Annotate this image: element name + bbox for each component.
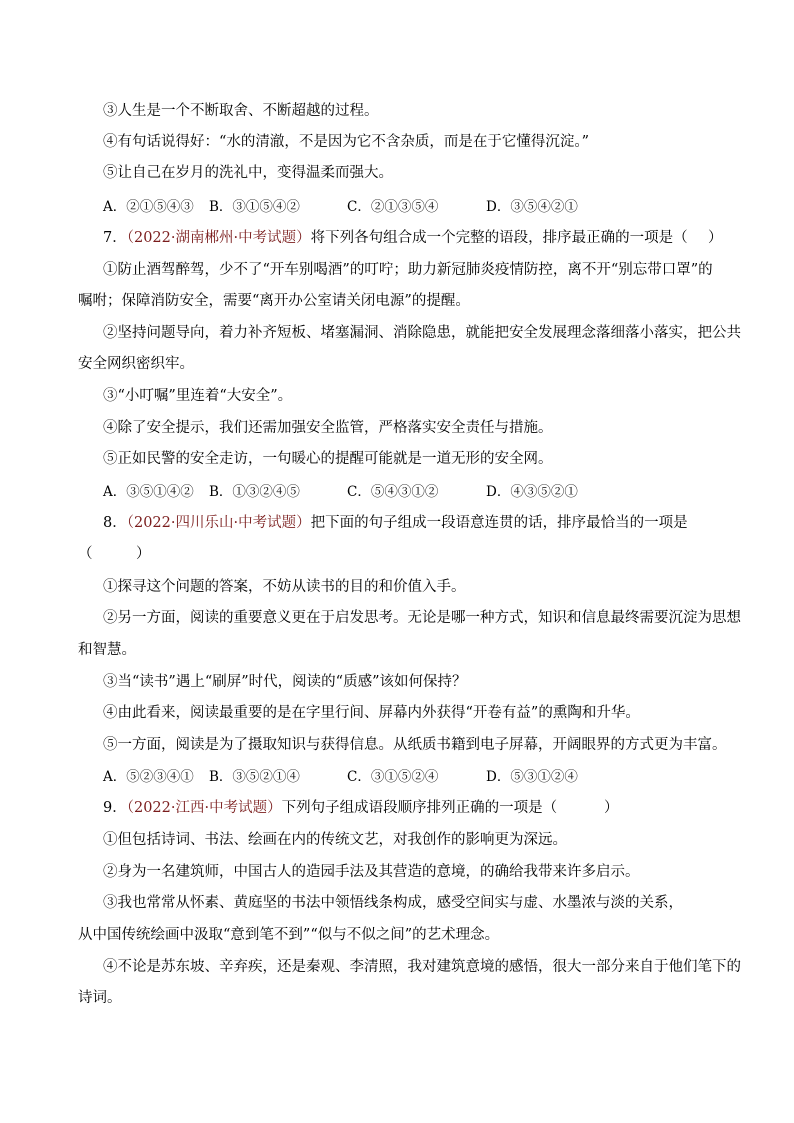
q7-item-4: ④除了安全提示，我们还需加强安全监管，严格落实安全责任与措施。 (103, 420, 553, 436)
prev-item-4: ④有句话说得好：“水的清澈，不是因为它不含杂质，而是在于它懂得沉淀。” (103, 134, 590, 150)
prev-item-5: ⑤让自己在岁月的洗礼中，变得温柔而强大。 (103, 165, 393, 181)
q8-item-2b: 和智慧。 (78, 642, 136, 658)
q9-item-4a: ④不论是苏东坡、辛弃疾，还是秦观、李清照，我对建筑意境的感悟，很大一部分来自于他们笔下的 (103, 959, 741, 975)
q8-item-4: ④由此看来，阅读最重要的是在字里行间、屏幕内外获得“开卷有益”的熏陶和升华。 (103, 705, 640, 721)
q9-close-paren: ） (604, 800, 619, 816)
q8-option-d: D．⑤③①②④ (486, 769, 578, 785)
q9-number: 9． (103, 800, 127, 816)
prev-option-d: D．③⑤④②① (486, 199, 578, 215)
q7-stem: 将下列各句组合成一个完整的语段，排序最正确的一项是（ (310, 230, 688, 246)
q7-item-3: ③“小叮嘱”里连着“大安全”。 (103, 388, 293, 404)
q7-item-1a: ①防止酒驾醉驾，少不了“开车别喝酒”的叮咛；助力新冠肺炎疫情防控，离不开“别忘带口罩”的 (103, 262, 713, 278)
q8-source: （2022·四川乐山·中考试题） (126, 515, 311, 531)
q8-item-1: ①探寻这个问题的答案，不妨从读书的目的和价值入手。 (103, 579, 466, 595)
q7-source: （2022·湖南郴州·中考试题） (126, 230, 311, 246)
q8-number: 8． (103, 515, 127, 531)
q7-item-2b: 安全网织密织牢。 (78, 356, 194, 372)
q8-item-5: ⑤一方面，阅读是为了摄取知识与获得信息。从纸质书籍到电子屏幕，开阔眼界的方式更为丰富。 (103, 737, 727, 753)
q8-item-2a: ②另一方面，阅读的重要意义更在于启发思考。无论是哪一种方式，知识和信息最终需要沉淀为思想 (103, 610, 741, 626)
q9-source: （2022·江西·中考试题） (126, 800, 282, 816)
q9-item-3b: 从中国传统绘画中汲取“意到笔不到”“似与不似之间”的艺术理念。 (78, 927, 500, 943)
q9-item-2: ②身为一名建筑师，中国古人的造园手法及其营造的意境，的确给我带来许多启示。 (103, 864, 640, 880)
prev-option-b: B．③①⑤④② (209, 199, 300, 215)
q8-item-3: ③当“读书”遇上“刷屏”时代，阅读的“质感”该如何保持？ (103, 674, 467, 690)
q7-stem-line (103, 227, 688, 249)
q7-option-d: D．④③⑤②① (486, 484, 578, 500)
q7-option-a: A．③⑤①④② (103, 484, 194, 500)
q7-close-paren: ） (708, 230, 723, 246)
prev-option-c: C．②①③⑤④ (347, 199, 439, 215)
q8-option-a: A．⑤②③④① (103, 769, 194, 785)
q9-stem: 下列句子组成语段顺序排列正确的一项是（ (281, 800, 558, 816)
q9-item-1: ①但包括诗词、书法、绘画在内的传统文艺，对我创作的影响更为深远。 (103, 832, 567, 848)
prev-option-a: A．②①⑤④③ (103, 199, 194, 215)
q7-option-b: B．①③②④⑤ (209, 484, 300, 500)
q8-paren: （ ） (78, 546, 151, 562)
q9-item-4b: 诗词。 (78, 990, 122, 1006)
q8-stem-line (103, 512, 688, 534)
q8-option-c: C．③①⑤②④ (347, 769, 439, 785)
prev-item-3: ③人生是一个不断取舍、不断超越的过程。 (103, 103, 379, 119)
q7-option-c: C．⑤④③①② (347, 484, 439, 500)
q8-stem: 把下面的句子组成一段语意连贯的话，排序最恰当的一项是 (310, 515, 688, 531)
q9-stem-line (103, 797, 557, 819)
q8-option-b: B．③⑤②①④ (209, 769, 300, 785)
q9-item-3a: ③我也常常从怀素、黄庭坚的书法中领悟线条构成，感受空间实与虚、水墨浓与淡的关系， (103, 895, 683, 911)
q7-item-1b: 嘱咐；保障消防安全，需要“离开办公室请关闭电源”的提醒。 (78, 293, 470, 309)
q7-item-2a: ②坚持问题导向，着力补齐短板、堵塞漏洞、消除隐患，就能把安全发展理念落细落小落实，把公共 (103, 325, 741, 341)
q7-item-5: ⑤正如民警的安全走访，一句暖心的提醒可能就是一道无形的安全网。 (103, 451, 553, 467)
q7-number: 7． (103, 230, 127, 246)
